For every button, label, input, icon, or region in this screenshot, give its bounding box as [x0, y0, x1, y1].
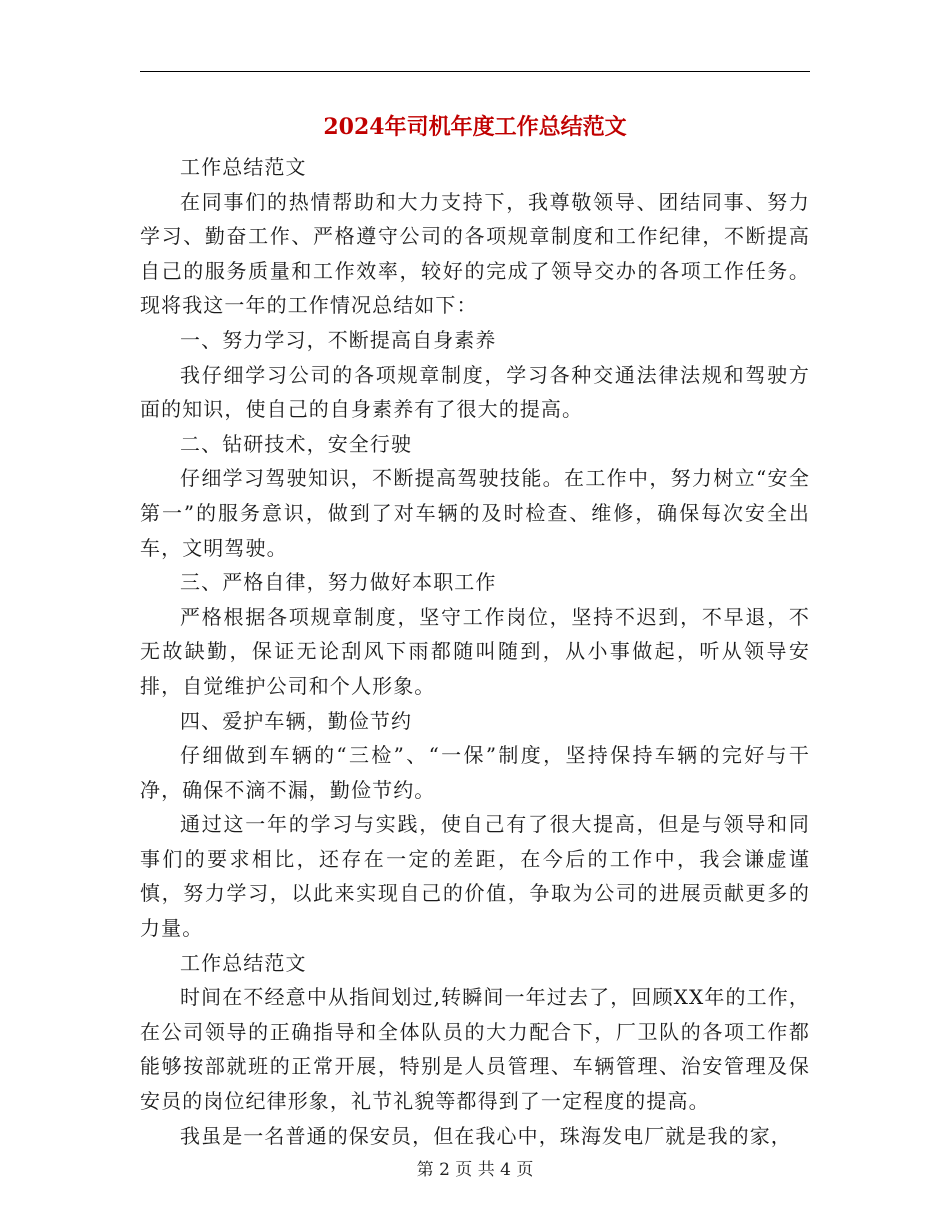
page-number: 第 2 页 共 4 页	[416, 1160, 534, 1180]
document-title: 2024年司机年度工作总结范文	[323, 114, 627, 140]
body-paragraph: 严格根据各项规章制度，坚守工作岗位，坚持不迟到，不早退，不无故缺勤，保证无论刮风下雨都随叫随到，从小事做起，听从领导安排，自觉维护公司和个人形象。	[140, 604, 810, 698]
body-paragraph: 通过这一年的学习与实践，使自己有了很大提高，但是与领导和同事们的要求相比，还存在一定的差距，在今后的工作中，我会谦虚谨慎，努力学习，以此来实现自己的价值，争取为公司的进展贡献更多的力量。	[140, 812, 810, 941]
body-paragraph: 时间在不经意中从指间划过,转瞬间一年过去了，回顾XX年的工作，在公司领导的正确指导和全体队员的大力配合下，厂卫队的各项工作都能够按部就班的正常开展，特别是人员管理、车辆管理、治安管理及保安员的岗位纪律形象，礼节礼貌等都得到了一定程度的提高。	[140, 985, 810, 1114]
body-paragraph: 我虽是一名普通的保安员，但在我心中，珠海发电厂就是我的家，	[180, 1123, 792, 1148]
header-rule	[140, 71, 810, 72]
section-heading: 一、努力学习，不断提高自身素养	[180, 327, 497, 352]
section-heading: 工作总结范文	[180, 155, 307, 179]
body-paragraph: 仔细学习驾驶知识，不断提高驾驶技能。在工作中，努力树立“安全第一”的服务意识，做到了对车辆的及时检查、维修，确保每次安全出车，文明驾驶。	[140, 466, 810, 560]
section-heading: 四、爱护车辆，勤俭节约	[180, 708, 413, 733]
page-footer	[0, 1155, 950, 1180]
document-body	[140, 150, 810, 1153]
body-paragraph: 在同事们的热情帮助和大力支持下，我尊敬领导、团结同事、努力学习、勤奋工作、严格遵守公司的各项规章制度和工作纪律，不断提高自己的服务质量和工作效率，较好的完成了领导交办的各项工作任务。现将我这一年的工作情况总结如下：	[140, 189, 810, 318]
section-heading: 二、钻研技术，安全行驶	[180, 431, 413, 456]
section-heading: 工作总结范文	[180, 950, 307, 975]
body-paragraph: 我仔细学习公司的各项规章制度，学习各种交通法律法规和驾驶方面的知识，使自己的自身素养有了很大的提高。	[140, 362, 810, 422]
body-paragraph: 仔细做到车辆的“三检”、“一保”制度，坚持保持车辆的完好与干净，确保不滴不漏，勤俭节约。	[140, 743, 810, 802]
section-heading: 三、严格自律，努力做好本职工作	[180, 570, 497, 595]
